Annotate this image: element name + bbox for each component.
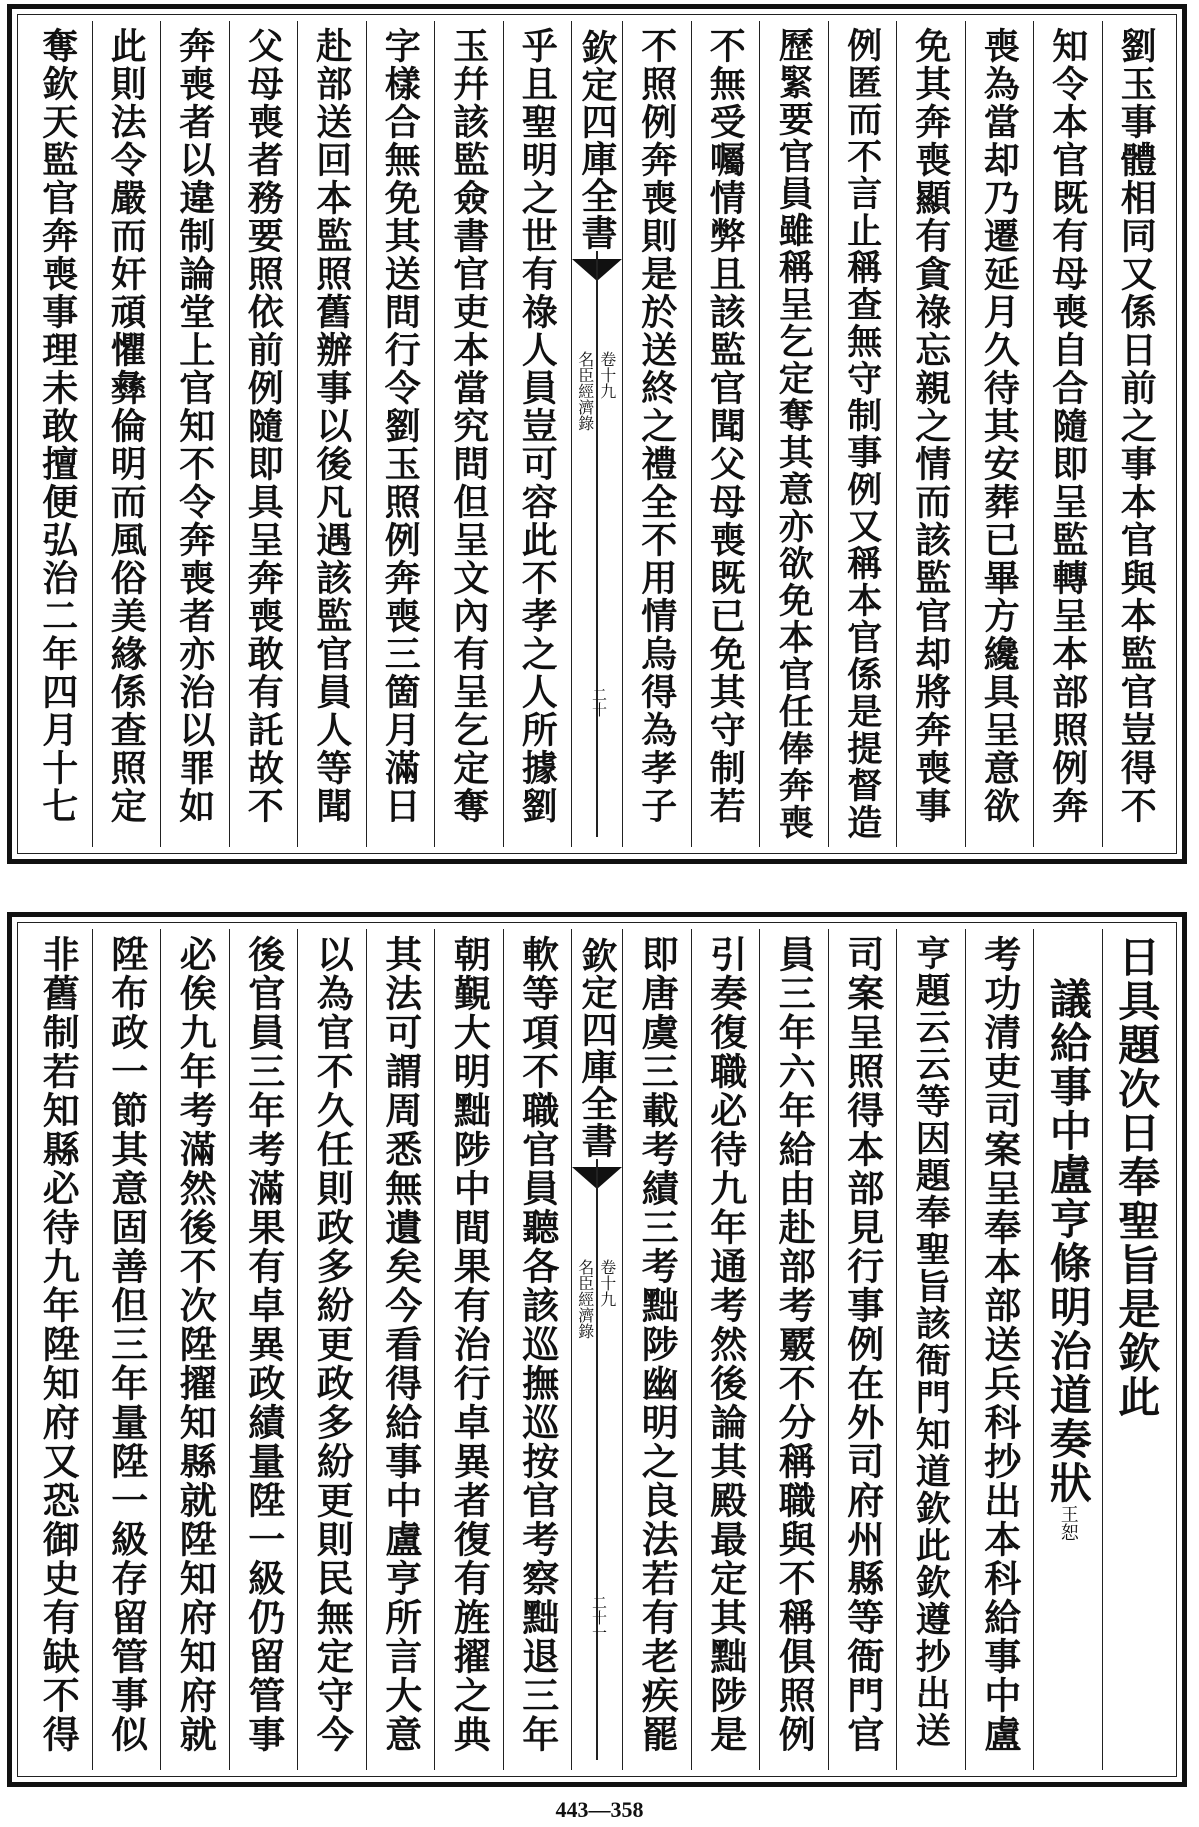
text-column bbox=[1033, 929, 1102, 1770]
heart-volume: 卷十九 bbox=[597, 1259, 617, 1307]
heart-book-title: 名臣經濟錄 bbox=[575, 1259, 595, 1339]
text-column bbox=[160, 929, 229, 1770]
column-text: 即唐虞三載考績三考黜陟幽明之良法若有老疾罷 bbox=[635, 935, 680, 1754]
text-column bbox=[759, 21, 828, 847]
text-column bbox=[896, 21, 965, 847]
column-text: 引奏復職必待九年通考然後論其殿最定其黜陟是 bbox=[703, 935, 748, 1754]
text-column bbox=[503, 929, 572, 1770]
text-column bbox=[622, 21, 691, 847]
column-text: 朝覲大明黜陟中間果有治行卓異者復有旌擢之典 bbox=[447, 935, 492, 1754]
text-column bbox=[828, 929, 897, 1770]
column-text: 喪為當却乃遷延月久待其安葬已畢方纔具呈意欲 bbox=[978, 27, 1021, 825]
text-columns bbox=[24, 929, 1170, 1770]
text-column bbox=[828, 21, 897, 847]
text-column bbox=[92, 21, 161, 847]
column-text: 以為官不久任則政多紛更政多紛更則民無定守今 bbox=[310, 935, 355, 1754]
column-text: 其法可謂周悉無遺矣今看得給事中盧亨所言大意 bbox=[378, 935, 423, 1754]
text-column bbox=[366, 929, 435, 1770]
column-text: 必俟九年考滿然後不次陞擢知縣就陞知府知府就 bbox=[173, 935, 218, 1754]
column-text: 歷緊要官員雖稱呈乞定奪其意亦欲免本官任俸奔喪 bbox=[773, 27, 815, 841]
column-text: 奔喪者以違制論堂上官知不令奔喪者亦治以罪如 bbox=[173, 27, 216, 825]
column-text: 後官員三年考滿果有卓異政績量陞一級仍留管事 bbox=[241, 935, 286, 1754]
heart-leaf-number: 二十 bbox=[590, 687, 608, 717]
text-column bbox=[297, 929, 366, 1770]
column-text: 字樣合無免其送問行令劉玉照例奔喪三箇月滿日 bbox=[379, 27, 422, 825]
text-column bbox=[24, 21, 92, 847]
column-text: 不無受囑情弊且該監官聞父母喪既已免其守制若 bbox=[704, 27, 747, 825]
page-number: 443—358 bbox=[555, 1797, 644, 1822]
heart-book-title: 名臣經濟錄 bbox=[575, 351, 595, 431]
text-column bbox=[1102, 929, 1171, 1770]
column-text: 父母喪者務要照依前例隨即具呈奔喪敢有託故不 bbox=[242, 27, 285, 825]
column-text: 乎且聖明之世有祿人員豈可容此不孝之人所據劉 bbox=[516, 27, 559, 825]
text-column bbox=[1033, 21, 1102, 847]
column-text: 知令本官既有母喪自合隨即呈監轉呈本部照例奔 bbox=[1046, 27, 1089, 825]
text-column bbox=[1102, 21, 1171, 847]
text-column bbox=[24, 929, 92, 1770]
column-text: 玉幷該監僉書官吏本當究問但呈文內有呈乞定奪 bbox=[447, 27, 490, 825]
text-column bbox=[896, 929, 965, 1770]
column-text: 司案呈照得本部見行事例在外司府州縣等衙門官 bbox=[840, 935, 885, 1754]
heart-title: 欽定四庫全書 bbox=[576, 29, 618, 251]
text-column bbox=[965, 21, 1034, 847]
author-note: 王恕 bbox=[1057, 1505, 1079, 1541]
column-text: 不照例奔喪則是於送終之禮全不用情烏得為孝子 bbox=[635, 27, 678, 825]
text-column bbox=[691, 929, 760, 1770]
column-text: 亨題云云等因題奉聖旨該衙門知道欽此欽遵抄出送 bbox=[910, 935, 952, 1749]
heart-title: 欽定四庫全書 bbox=[576, 937, 618, 1159]
column-text: 員三年六年給由赴部考覈不分稱職與不稱俱照例 bbox=[772, 935, 817, 1754]
column-text: 此則法令嚴而奸頑懼彝倫明而風俗美緣係查照定 bbox=[105, 27, 148, 825]
center-fold-heart bbox=[571, 929, 622, 1770]
text-column bbox=[92, 929, 161, 1770]
text-column bbox=[503, 21, 572, 847]
text-columns bbox=[24, 21, 1170, 847]
text-column bbox=[434, 21, 503, 847]
column-text: 考功清吏司案呈奉本部送兵科抄出本科給事中盧 bbox=[977, 935, 1022, 1754]
column-text: 赴部送回本監照舊辦事以後凡遇該監官員人等聞 bbox=[310, 27, 353, 825]
column-text: 日具題次日奉聖旨是欽此 bbox=[1112, 935, 1162, 1419]
text-column bbox=[229, 929, 298, 1770]
page-block-bottom bbox=[7, 912, 1187, 1787]
column-text: 陞布政一節其意固善但三年量陞一級存留管事似 bbox=[104, 935, 149, 1754]
heart-leaf-number: 二十一 bbox=[590, 1595, 608, 1640]
column-text: 軟等項不職官員聽各該巡撫巡按官考察黜退三年 bbox=[515, 935, 560, 1754]
column-text: 非舊制若知縣必待九年陞知府又恐御史有缺不得 bbox=[36, 935, 81, 1754]
column-text: 劉玉事體相同又係日前之事本官與本監官豈得不 bbox=[1115, 27, 1158, 825]
column-text: 例匿而不言止稱查無守制事例又稱本官係是提督造 bbox=[841, 27, 883, 841]
text-column bbox=[434, 929, 503, 1770]
text-column bbox=[160, 21, 229, 847]
text-column bbox=[366, 21, 435, 847]
text-column bbox=[691, 21, 760, 847]
column-text: 免其奔喪顯有貪祿忘親之情而該監官却將奔喪事 bbox=[909, 27, 952, 825]
center-fold-heart bbox=[571, 21, 622, 847]
heart-rule bbox=[596, 251, 598, 837]
column-text bbox=[1043, 977, 1093, 1541]
page-block-top bbox=[7, 4, 1187, 864]
text-column bbox=[229, 21, 298, 847]
memorial-title: 議給事中盧亨條明治道奏狀 bbox=[1043, 977, 1093, 1505]
heart-rule bbox=[596, 1159, 598, 1760]
heart-volume: 卷十九 bbox=[597, 351, 617, 399]
text-column bbox=[965, 929, 1034, 1770]
column-text: 奪欽天監官奔喪事理未敢擅便弘治二年四月十七 bbox=[36, 27, 79, 825]
text-column bbox=[759, 929, 828, 1770]
text-column bbox=[622, 929, 691, 1770]
text-column bbox=[297, 21, 366, 847]
